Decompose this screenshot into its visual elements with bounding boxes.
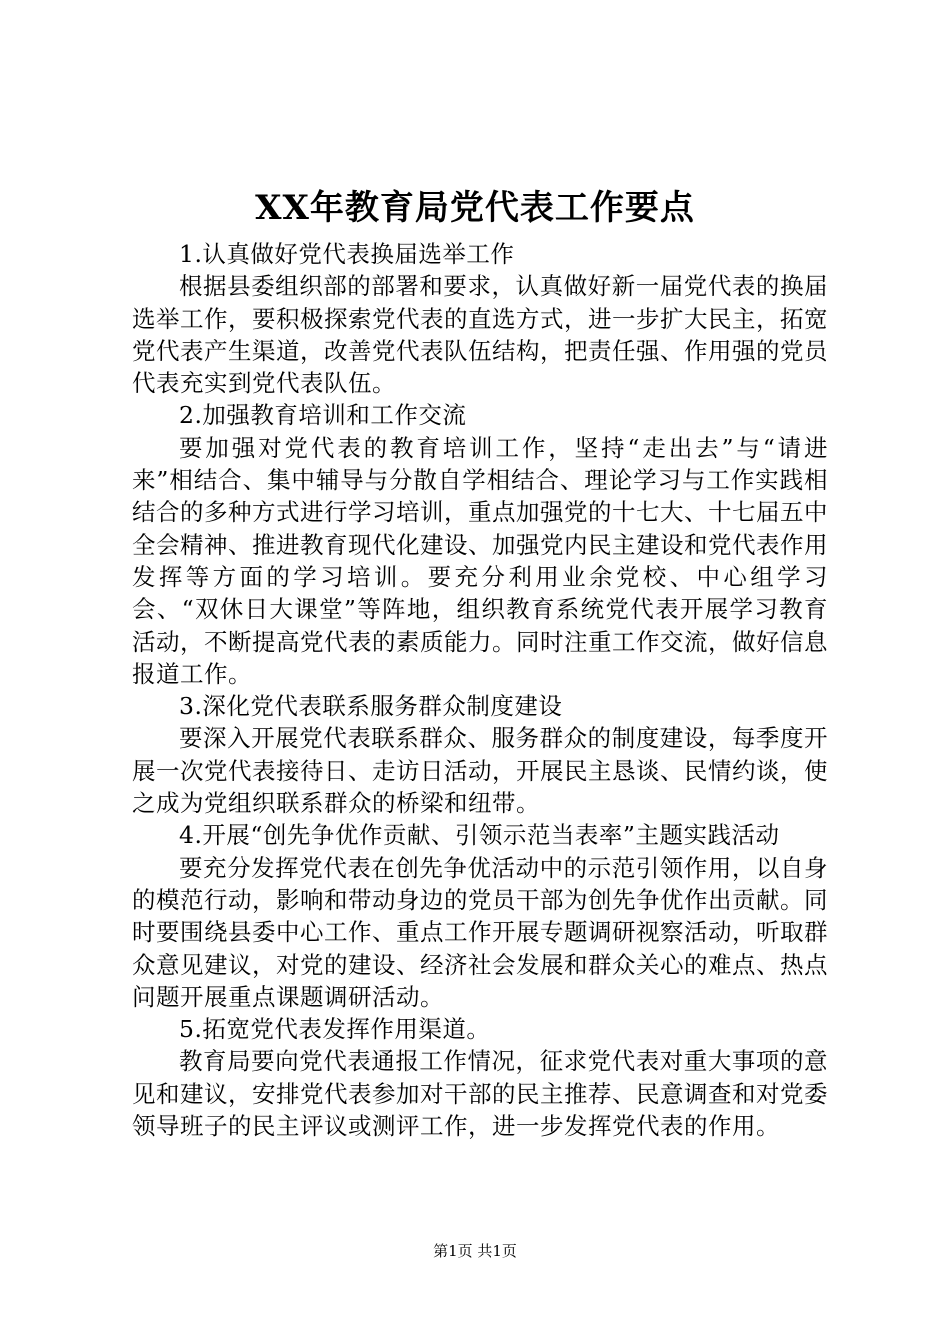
section-heading-4: 4.开展“创先争优作贡献、引领示范当表率”主题实践活动 xyxy=(179,821,780,850)
section-paragraph-3: 要深入开展党代表联系群众、服务群众的制度建设，每季度开展一次党代表接待日、走访日活动，开展民主恳谈、民情约谈，使之成为党组织联系群众的桥梁和纽带。 xyxy=(132,724,828,818)
document-body xyxy=(132,238,828,1142)
section-paragraph-2: 要加强对党代表的教育培训工作，坚持“走出去”与“请进来”相结合、集中辅导与分散自学相结合、理论学习与工作实践相结合的多种方式进行学习培训，重点加强党的十七大、十七届五中全会精神、推进教育现代化建设、加强党内民主建设和党代表作用发挥等方面的学习培训。要充分利用业余党校、中心组学习会、“双休日大课堂”等阵地，组织教育系统党代表开展学习教育活动，不断提高党代表的素质能力。同时注重工作交流，做好信息报道工作。 xyxy=(132,433,828,688)
document-title: XX年教育局党代表工作要点 xyxy=(255,188,695,228)
section-heading-5: 5.拓宽党代表发挥作用渠道。 xyxy=(179,1015,491,1044)
section-heading-1: 1.认真做好党代表换届选举工作 xyxy=(179,240,515,268)
section-heading-3: 3.深化党代表联系服务群众制度建设 xyxy=(179,692,563,721)
page-number-footer: 第1页 共1页 xyxy=(433,1242,517,1260)
section-paragraph-5: 教育局要向党代表通报工作情况，征求党代表对重大事项的意见和建议，安排党代表参加对干部的民主推荐、民意调查和对党委领导班子的民主评议或测评工作，进一步发挥党代表的作用。 xyxy=(132,1047,828,1141)
section-heading-2: 2.加强教育培训和工作交流 xyxy=(179,401,467,430)
section-paragraph-1: 根据县委组织部的部署和要求，认真做好新一届党代表的换届选举工作，要积极探索党代表的直选方式，进一步扩大民主，拓宽党代表产生渠道，改善党代表队伍结构，把责任强、作用强的党员代表充实到党代表队伍。 xyxy=(132,272,828,398)
section-paragraph-4: 要充分发挥党代表在创先争优活动中的示范引领作用，以自身的模范行动，影响和带动身边的党员干部为创先争优作出贡献。同时要围绕县委中心工作、重点工作开展专题调研视察活动，听取群众意见建议，对党的建设、经济社会发展和群众关心的难点、热点问题开展重点课题调研活动。 xyxy=(132,853,828,1011)
